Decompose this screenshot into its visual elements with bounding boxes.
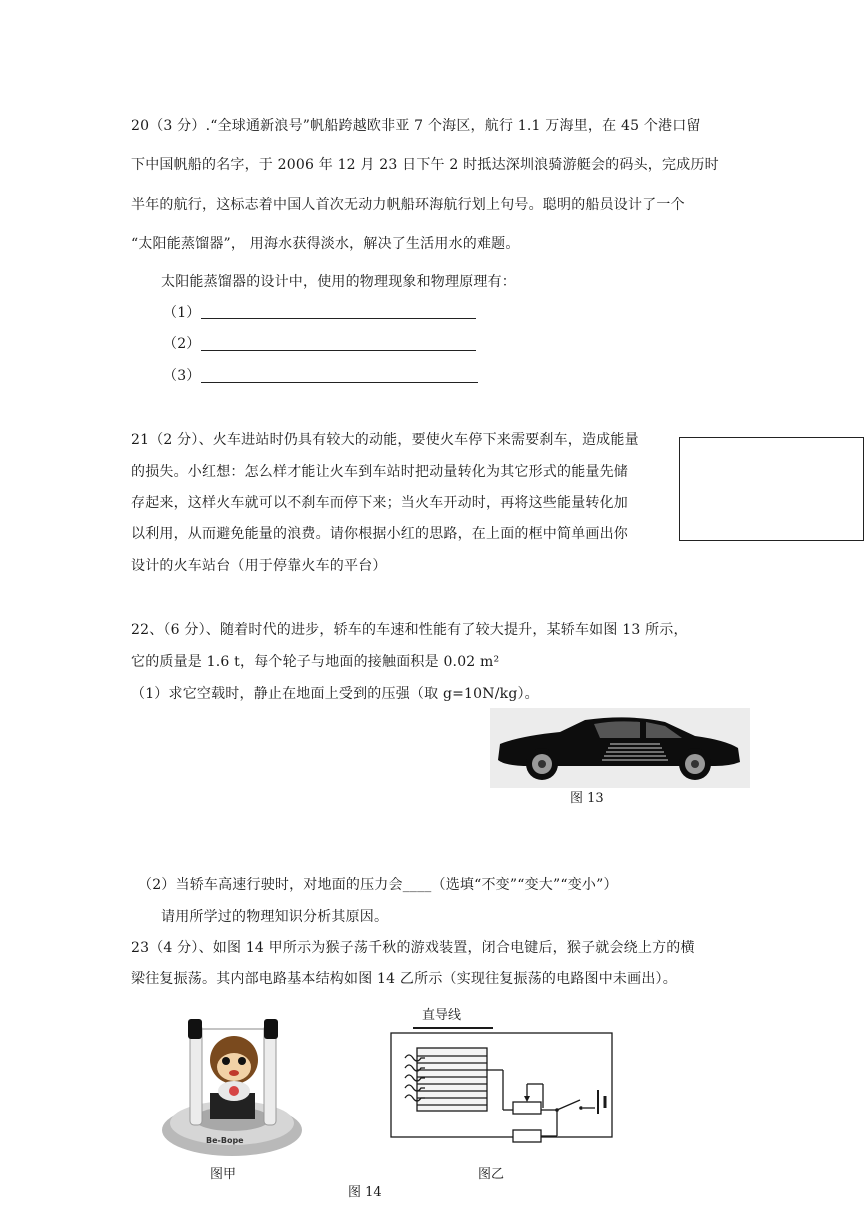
- q23-line2: 梁往复振荡。其内部电路基本结构如图 14 乙所示（实现往复振荡的电路图中未画出）。: [131, 971, 677, 987]
- q22-line1: 22、（6 分）、随着时代的进步，轿车的车速和性能有了较大提升，某轿车如图 13 所示，: [131, 622, 688, 638]
- toy-brand-text: Be-Bope: [206, 1136, 244, 1145]
- q20-answer-line-3[interactable]: [201, 382, 478, 383]
- fig14-caption: 图 14: [348, 1185, 382, 1200]
- q22-line2: 它的质量是 1.6 t，每个轮子与地面的接触面积是 0.02 m²: [131, 654, 500, 670]
- q20-answer-line-2[interactable]: [201, 350, 476, 351]
- fig13-caption: 图 13: [570, 791, 604, 806]
- q21-line2: 的损失。小红想：怎么样才能让火车到车站时把动量转化为其它形式的能量先储: [131, 464, 628, 480]
- q21-line1: 21（2 分）、火车进站时仍具有较大的动能，要使火车停下来需要刹车，造成能量: [131, 432, 639, 448]
- q21-line5: 设计的火车站台（用于停靠火车的平台）: [131, 558, 387, 574]
- fig14-a-caption: 图甲: [210, 1167, 237, 1182]
- q20-item3-label: （3）: [163, 368, 201, 384]
- straight-wire-label: 直导线: [422, 1008, 462, 1023]
- q22-part2: （2）当轿车高速行驶时，对地面的压力会____（选填“不变”“变大”“变小”）: [138, 877, 618, 893]
- q22-part2b: 请用所学过的物理知识分析其原因。: [161, 909, 389, 925]
- q20-line3: 半年的航行，这标志着中国人首次无动力帆船环海航行划上句号。聪明的船员设计了一个: [131, 197, 685, 213]
- circuit-diagram: [385, 1022, 635, 1147]
- q21-line4: 以利用，从而避免能量的浪费。请你根据小红的思路，在上面的框中简单画出你: [131, 526, 628, 542]
- q20-line1: 20（3 分）.“全球通新浪号”帆船跨越欧非亚 7 个海区，航行 1.1 万海里，在 45 个港口留: [131, 118, 701, 134]
- q20-line2: 下中国帆船的名字，于 2006 年 12 月 23 日下午 2 时抵达深圳浪骑游艇会的码头，完成历时: [131, 157, 719, 173]
- monkey-swing-toy-figure: [160, 1015, 310, 1160]
- q21-drawing-box[interactable]: [679, 437, 864, 541]
- sedan-car-figure: [490, 708, 750, 788]
- q20-line4: “太阳能蒸馏器”， 用海水获得淡水，解决了生活用水的难题。: [131, 236, 520, 252]
- q20-prompt: 太阳能蒸馏器的设计中，使用的物理现象和物理原理有：: [161, 274, 516, 290]
- fig14-b-caption: 图乙: [478, 1167, 505, 1182]
- q20-answer-line-1[interactable]: [201, 318, 476, 319]
- q20-item2-label: （2）: [163, 336, 201, 352]
- q21-line3: 存起来，这样火车就可以不刹车而停下来；当火车开动时，再将这些能量转化加: [131, 495, 628, 511]
- q20-item1-label: （1）: [163, 305, 201, 321]
- q22-part1: （1）求它空载时，静止在地面上受到的压强（取 g=10N/kg）。: [131, 686, 539, 702]
- q23-line1: 23（4 分）、如图 14 甲所示为猴子荡千秋的游戏装置，闭合电键后，猴子就会绕上方的横: [131, 940, 695, 956]
